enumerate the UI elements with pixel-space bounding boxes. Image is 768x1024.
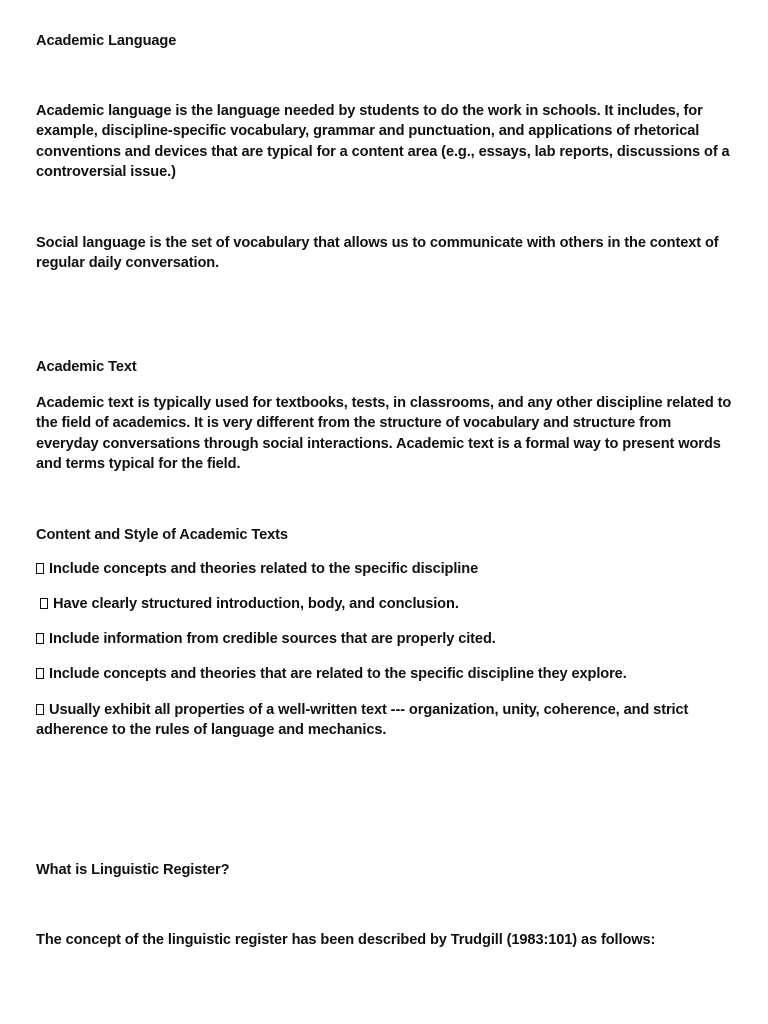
list-item — [36, 594, 740, 614]
heading-academic-language: Academic Language — [36, 33, 177, 49]
missing-glyph-box-icon — [36, 563, 44, 574]
social-language-paragraph: Social language is the set of vocabulary that allows us to communicate with others in the context of regular daily conversation. — [36, 235, 719, 272]
missing-glyph-box-icon — [36, 704, 44, 715]
register-intro-paragraph: The concept of the linguistic register has been described by Trudgill (1983:101) as follows: — [36, 932, 656, 948]
list-item — [36, 700, 736, 741]
heading-linguistic-register: What is Linguistic Register? — [36, 862, 230, 878]
academic-language-paragraph: Academic language is the language needed by students to do the work in schools. It includes, for example, discipline-specific vocabulary, grammar and punctuation, and applications of rhetorical conventions and devices that are typical for a content area (e.g., essays, lab reports, discussions of a controversial issue.) — [36, 103, 730, 181]
academic-text-paragraph: Academic text is typically used for textbooks, tests, in classrooms, and any other discipline related to the field of academics. It is very different from the structure of vocabulary and structure from everyday conversations through social interactions. Academic text is a formal way to present words and terms typical for the field. — [36, 395, 732, 473]
list-item-text: Include concepts and theories that are related to the specific discipline they explore. — [49, 666, 627, 682]
missing-glyph-box-icon — [40, 598, 48, 609]
list-item-text: Include information from credible sources that are properly cited. — [49, 631, 496, 647]
list-item — [36, 559, 736, 579]
list-item-text: Usually exhibit all properties of a well-written text --- organization, unity, coherence, and strict adherence to the rules of language and mechanics. — [36, 702, 689, 739]
missing-glyph-box-icon — [36, 668, 44, 679]
list-item — [36, 629, 736, 649]
missing-glyph-box-icon — [36, 633, 44, 644]
list-item — [36, 664, 736, 684]
heading-academic-text: Academic Text — [36, 359, 137, 375]
heading-content-style: Content and Style of Academic Texts — [36, 527, 288, 543]
list-item-text: Include concepts and theories related to the specific discipline — [49, 561, 479, 577]
list-item-text: Have clearly structured introduction, body, and conclusion. — [53, 596, 459, 612]
